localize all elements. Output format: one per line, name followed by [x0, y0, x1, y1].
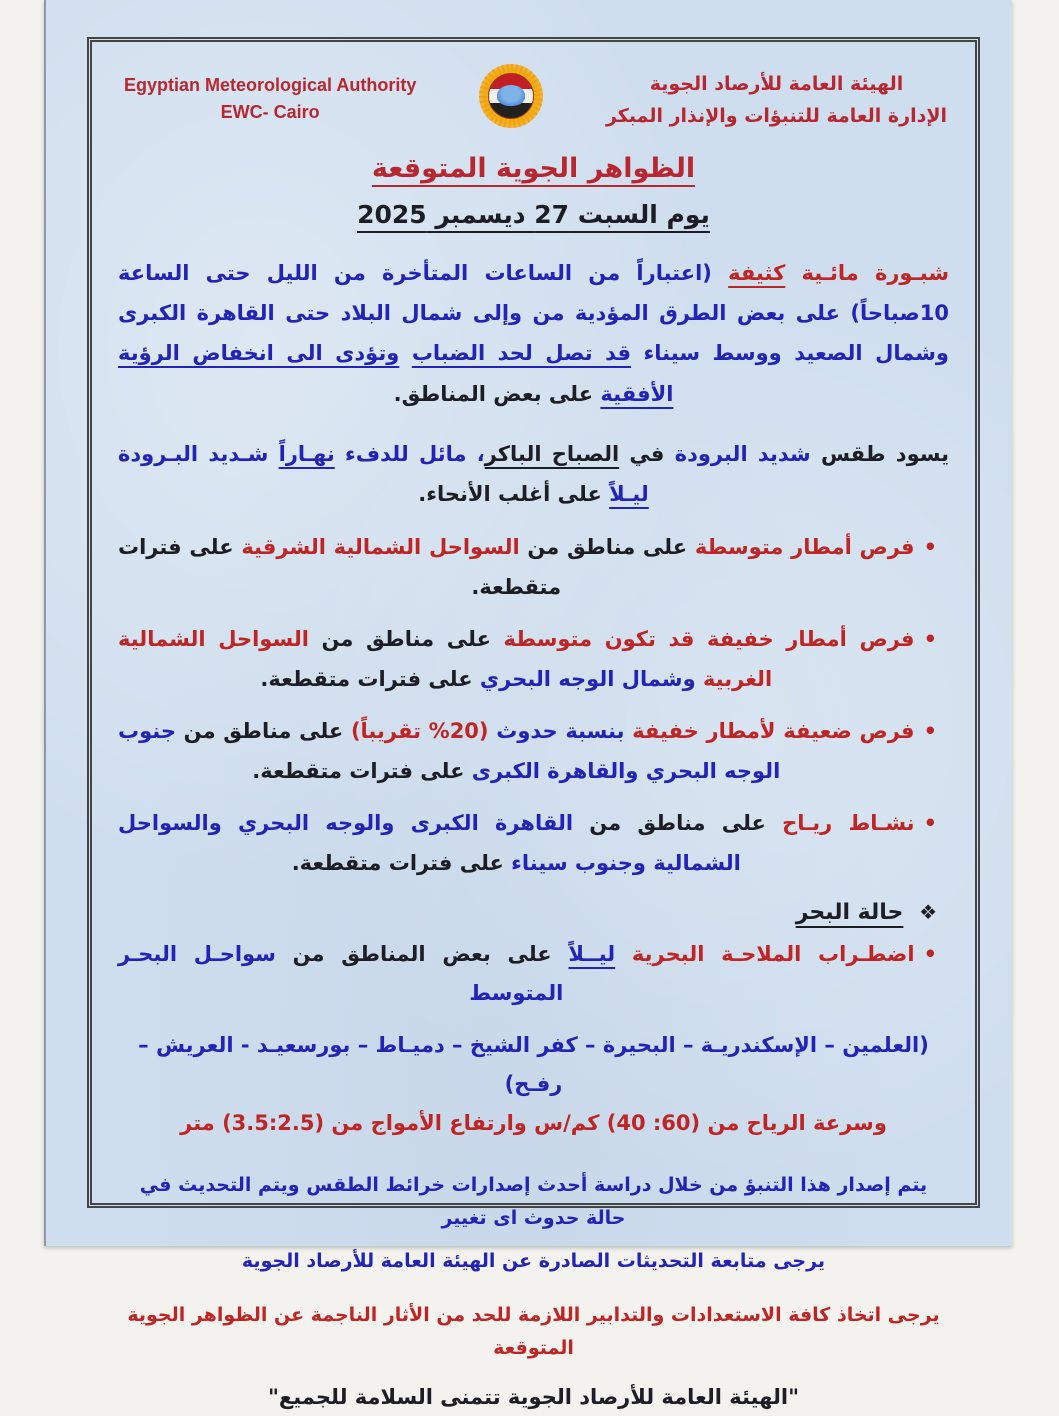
text-segment: على فترات متقطعة.: [260, 667, 473, 692]
text-segment: وشمال الوجه البحري: [472, 667, 696, 692]
text-segment: نهـاراً: [278, 441, 335, 466]
text-segment: (اعتباراً من الساعات المتأخرة من الليل حتى الساعة 10صباحاً) على بعض الطرق المؤدية من وإلى شمال البلاد حتى القاهرة الكبرى وشمال الصعيد ووسط سيناء: [118, 260, 949, 366]
sea-wind-wave-values: [118, 1104, 949, 1143]
text-segment: السواحل الشمالية الغربية: [118, 627, 773, 692]
forecast-bullet-list: [118, 528, 949, 883]
document-header: [118, 58, 949, 133]
text-segment: (3.5:2.5): [222, 1111, 325, 1136]
egypt-flag-core-icon: [488, 73, 534, 119]
org-ar-line1: الهيئة العامة للأرصاد الجوية: [649, 73, 904, 95]
ema-sun-emblem-icon: [479, 64, 543, 128]
bullet-dot-icon: •: [923, 810, 937, 835]
org-en-line1: Egyptian Meteorological Authority: [124, 75, 417, 95]
text-segment: جنوب الوجه البحري والقاهرة الكبرى: [118, 719, 781, 783]
text-segment: شـديد البـرودة: [118, 441, 279, 466]
document-paper: [44, 0, 1012, 1410]
org-name-english: [124, 62, 416, 126]
forecast-date: يوم السبت 27 ديسمبر 2025: [357, 199, 710, 229]
text-segment: [712, 261, 728, 285]
text-segment: على فترات متقطعة.: [252, 758, 465, 783]
text-segment: وسرعة الرياح من: [700, 1111, 887, 1136]
text-segment: ليـلاً: [609, 482, 649, 507]
temperature-paragraph: [118, 434, 949, 515]
bullet-dot-icon: •: [923, 627, 937, 652]
footer-note-precautions: يرجى اتخاذ كافة الاستعدادات والتدابير اللازمة للحد من الأثار الناجمة عن الظواهر الجوية المتوقعة: [127, 1303, 940, 1359]
text-segment: على فترات متقطعة.: [291, 850, 504, 875]
org-en-line2: EWC- Cairo: [220, 102, 320, 122]
bullet-dot-icon: •: [923, 719, 937, 744]
cloud-icon: [497, 85, 525, 105]
text-segment: قد تصل لحد الضباب: [411, 341, 632, 366]
footer-note-follow-updates: يرجى متابعة التحديثات الصادرة عن الهيئة العامة للأرصاد الجوية: [241, 1250, 826, 1273]
text-segment: الصباح الباكر: [484, 441, 620, 466]
document-frame: [87, 37, 980, 1410]
text-segment: ، مائل للدفء: [334, 441, 485, 466]
sea-coast-list: (العلمين – الإسكندريـة – البحيرة – كفر الشيخ – دميـاط – بورسعيـد - العريش – رفـح): [138, 1033, 929, 1097]
bullet-dot-icon: •: [923, 535, 937, 560]
text-segment: على مناطق من: [308, 627, 491, 652]
bullet-text: [118, 528, 915, 608]
bullet-text: [118, 804, 915, 884]
text-segment: سواحـل البحـر المتوسط: [118, 941, 564, 1006]
footer-notes: [118, 1169, 949, 1416]
text-segment: فرص ضعيفة لأمطار خفيفة: [624, 719, 915, 744]
text-segment: اضطـراب الملاحـة البحرية: [615, 941, 915, 966]
text-segment: على مناطق من: [573, 810, 766, 835]
text-segment: على بعض المناطق.: [393, 381, 601, 406]
rain-bullet-low-chance: [118, 712, 949, 792]
text-segment: على مناطق من: [519, 535, 688, 560]
wind-activity-bullet: [118, 804, 949, 884]
text-segment: على مناطق من: [175, 719, 351, 744]
sea-navigation-bullet: [118, 935, 949, 1015]
text-segment: شبـورة مائـية: [785, 260, 950, 285]
page-title: الظواهر الجوية المتوقعة: [371, 152, 696, 184]
text-segment: فرص أمطار خفيفة قد تكون متوسطة: [490, 627, 915, 652]
text-segment: السواحل الشمالية الشرقية: [233, 535, 520, 560]
text-segment: على فترات متقطعة.: [118, 535, 562, 600]
text-segment: متر: [180, 1111, 223, 1136]
text-segment: كثيفة: [728, 260, 786, 285]
text-segment: كم/س وارتفاع الأمواج من: [324, 1111, 607, 1136]
org-ar-line2: الإدارة العامة للتنبؤات والإنذار المبكر: [605, 105, 947, 128]
org-name-arabic: [606, 62, 947, 133]
text-segment: وتؤدى الى انخفاض الرؤية الأفقية: [118, 341, 674, 406]
bullet-text: [118, 712, 915, 792]
footer-note-update-policy: يتم إصدار هذا التنبؤ من خلال دراسة أحدث إصدارات خرائط الطقس ويتم التحديث في حالة حدوث اى تغيير: [139, 1173, 928, 1230]
rain-bullet-northeast-coasts: [118, 528, 949, 608]
text-segment: ليــلاً: [568, 941, 616, 966]
text-segment: (40 :60): [606, 1111, 701, 1136]
fog-paragraph: [118, 253, 949, 414]
text-segment: القاهرة الكبرى والوجه البحري والسواحل الشمالية وجنوب سيناء: [118, 810, 741, 875]
text-segment: فرص أمطار متوسطة: [687, 535, 915, 560]
text-segment: على أغلب الأنحاء.: [418, 482, 610, 507]
text-segment: نشـاط ريـاح: [765, 810, 915, 835]
footer-note-safety-wish: "الهيئة العامة للأرصاد الجوية تتمنى السلامة للجميع": [267, 1385, 800, 1410]
text-segment: بنسبة حدوث: [488, 719, 625, 744]
text-segment: [399, 341, 412, 365]
text-segment: (20% تقريباً): [350, 719, 489, 744]
bullet-dot-icon: •: [923, 941, 937, 966]
text-segment: شديد البرودة: [664, 441, 811, 466]
rain-bullet-northwest-coasts: [118, 620, 949, 700]
diamond-marker-icon: ❖: [919, 899, 937, 924]
text-segment: في: [619, 441, 665, 466]
bullet-text: [118, 620, 915, 700]
text-segment: على بعض المناطق من: [275, 941, 569, 966]
sea-state-heading: [118, 900, 945, 925]
bullet-text: [118, 935, 915, 1015]
text-segment: يسود طقس: [810, 441, 949, 466]
sea-state-title: حالة البحر: [795, 899, 904, 925]
